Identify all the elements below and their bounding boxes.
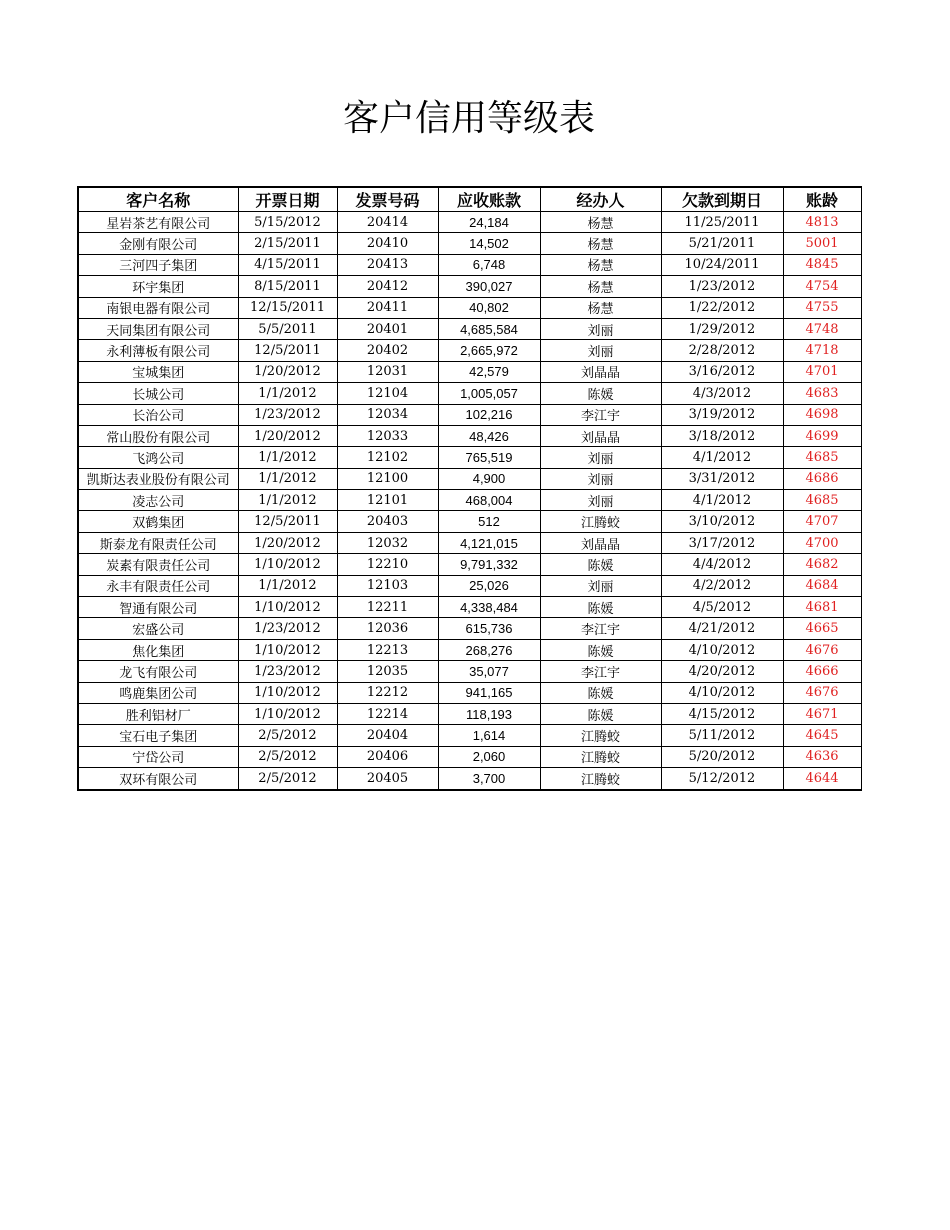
table-row [78, 768, 861, 790]
cell-invoice-date[interactable]: 1/23/2012 [238, 661, 337, 682]
cell-handler[interactable]: 李江宇 [540, 661, 661, 682]
cell-due-date[interactable]: 1/22/2012 [661, 297, 783, 318]
cell-invoice-number[interactable]: 12213 [337, 639, 438, 660]
cell-account-age[interactable]: 5001 [783, 233, 861, 254]
cell-invoice-date[interactable]: 1/10/2012 [238, 703, 337, 724]
table-row [78, 340, 861, 361]
cell-invoice-date[interactable]: 12/15/2011 [238, 297, 337, 318]
cell-handler[interactable]: 刘丽 [540, 468, 661, 489]
cell-handler[interactable]: 杨慧 [540, 233, 661, 254]
cell-due-date[interactable]: 4/10/2012 [661, 682, 783, 703]
cell-receivable[interactable]: 390,027 [438, 276, 540, 297]
cell-invoice-date[interactable]: 1/10/2012 [238, 554, 337, 575]
cell-due-date[interactable]: 3/18/2012 [661, 425, 783, 446]
table-row [78, 661, 861, 682]
cell-customer-name[interactable]: 常山股份有限公司 [78, 425, 238, 446]
table-row [78, 703, 861, 724]
cell-invoice-date[interactable]: 1/1/2012 [238, 468, 337, 489]
cell-invoice-number[interactable]: 12211 [337, 597, 438, 618]
cell-due-date[interactable]: 4/5/2012 [661, 597, 783, 618]
cell-handler[interactable]: 陈媛 [540, 554, 661, 575]
cell-handler[interactable]: 刘丽 [540, 318, 661, 339]
cell-receivable[interactable]: 118,193 [438, 703, 540, 724]
cell-due-date[interactable]: 11/25/2011 [661, 212, 783, 233]
cell-account-age[interactable]: 4683 [783, 383, 861, 404]
header-receivable[interactable]: 应收账款 [438, 187, 540, 212]
cell-customer-name[interactable]: 凌志公司 [78, 490, 238, 511]
cell-account-age[interactable]: 4665 [783, 618, 861, 639]
cell-invoice-number[interactable]: 12100 [337, 468, 438, 489]
cell-handler[interactable]: 刘晶晶 [540, 532, 661, 553]
cell-customer-name[interactable]: 长城公司 [78, 383, 238, 404]
cell-invoice-date[interactable]: 1/20/2012 [238, 425, 337, 446]
table-row [78, 361, 861, 382]
cell-invoice-date[interactable]: 1/10/2012 [238, 639, 337, 660]
table-row [78, 468, 861, 489]
cell-receivable[interactable]: 14,502 [438, 233, 540, 254]
cell-account-age[interactable]: 4684 [783, 575, 861, 596]
cell-handler[interactable]: 李江宇 [540, 404, 661, 425]
cell-receivable[interactable]: 512 [438, 511, 540, 532]
cell-account-age[interactable]: 4701 [783, 361, 861, 382]
cell-customer-name[interactable]: 斯泰龙有限责任公司 [78, 532, 238, 553]
cell-invoice-date[interactable]: 1/1/2012 [238, 383, 337, 404]
cell-account-age[interactable]: 4748 [783, 318, 861, 339]
cell-handler[interactable]: 陈媛 [540, 383, 661, 404]
cell-customer-name[interactable]: 凯斯达表业股份有限公司 [78, 468, 238, 489]
cell-invoice-number[interactable]: 20403 [337, 511, 438, 532]
cell-handler[interactable]: 江腾蛟 [540, 746, 661, 767]
cell-receivable[interactable]: 1,005,057 [438, 383, 540, 404]
cell-due-date[interactable]: 2/28/2012 [661, 340, 783, 361]
cell-due-date[interactable]: 4/2/2012 [661, 575, 783, 596]
cell-invoice-date[interactable]: 12/5/2011 [238, 511, 337, 532]
cell-customer-name[interactable]: 宝石电子集团 [78, 725, 238, 746]
cell-receivable[interactable]: 2,665,972 [438, 340, 540, 361]
cell-handler[interactable]: 刘丽 [540, 340, 661, 361]
cell-due-date[interactable]: 10/24/2011 [661, 254, 783, 275]
cell-customer-name[interactable]: 鸣鹿集团公司 [78, 682, 238, 703]
table-row [78, 447, 861, 468]
cell-invoice-number[interactable]: 12103 [337, 575, 438, 596]
header-row [78, 187, 861, 212]
cell-account-age[interactable]: 4645 [783, 725, 861, 746]
cell-invoice-number[interactable]: 12034 [337, 404, 438, 425]
cell-due-date[interactable]: 3/17/2012 [661, 532, 783, 553]
cell-due-date[interactable]: 5/12/2012 [661, 768, 783, 790]
cell-handler[interactable]: 杨慧 [540, 254, 661, 275]
cell-invoice-number[interactable]: 12212 [337, 682, 438, 703]
table-row [78, 297, 861, 318]
cell-due-date[interactable]: 3/10/2012 [661, 511, 783, 532]
table-row [78, 212, 861, 233]
cell-due-date[interactable]: 5/20/2012 [661, 746, 783, 767]
cell-invoice-number[interactable]: 20412 [337, 276, 438, 297]
cell-handler[interactable]: 李江宇 [540, 618, 661, 639]
cell-invoice-number[interactable]: 20405 [337, 768, 438, 790]
cell-invoice-date[interactable]: 5/5/2011 [238, 318, 337, 339]
cell-due-date[interactable]: 4/1/2012 [661, 447, 783, 468]
cell-due-date[interactable]: 3/19/2012 [661, 404, 783, 425]
cell-receivable[interactable]: 6,748 [438, 254, 540, 275]
cell-handler[interactable]: 陈媛 [540, 703, 661, 724]
cell-handler[interactable]: 刘丽 [540, 447, 661, 468]
header-invoice-number[interactable]: 发票号码 [337, 187, 438, 212]
page-title: 客户信用等级表 [342, 98, 595, 139]
cell-invoice-number[interactable]: 20402 [337, 340, 438, 361]
cell-due-date[interactable]: 4/21/2012 [661, 618, 783, 639]
cell-receivable[interactable]: 42,579 [438, 361, 540, 382]
cell-invoice-date[interactable]: 1/20/2012 [238, 361, 337, 382]
cell-account-age[interactable]: 4682 [783, 554, 861, 575]
cell-handler[interactable]: 陈媛 [540, 639, 661, 660]
table-row [78, 554, 861, 575]
cell-handler[interactable]: 江腾蛟 [540, 768, 661, 790]
cell-account-age[interactable]: 4754 [783, 276, 861, 297]
cell-invoice-number[interactable]: 20401 [337, 318, 438, 339]
cell-invoice-date[interactable]: 8/15/2011 [238, 276, 337, 297]
cell-invoice-date[interactable]: 1/23/2012 [238, 404, 337, 425]
cell-invoice-number[interactable]: 12035 [337, 661, 438, 682]
cell-account-age[interactable]: 4666 [783, 661, 861, 682]
cell-invoice-date[interactable]: 2/5/2012 [238, 725, 337, 746]
cell-invoice-date[interactable]: 1/1/2012 [238, 575, 337, 596]
cell-receivable[interactable]: 268,276 [438, 639, 540, 660]
cell-customer-name[interactable]: 胜利铝材厂 [78, 703, 238, 724]
cell-customer-name[interactable]: 宏盛公司 [78, 618, 238, 639]
cell-receivable[interactable]: 2,060 [438, 746, 540, 767]
cell-due-date[interactable]: 4/3/2012 [661, 383, 783, 404]
cell-handler[interactable]: 陈媛 [540, 682, 661, 703]
cell-due-date[interactable]: 4/4/2012 [661, 554, 783, 575]
cell-due-date[interactable]: 3/16/2012 [661, 361, 783, 382]
cell-handler[interactable]: 刘丽 [540, 490, 661, 511]
cell-receivable[interactable]: 4,121,015 [438, 532, 540, 553]
cell-handler[interactable]: 刘晶晶 [540, 425, 661, 446]
table-row [78, 597, 861, 618]
cell-receivable[interactable]: 4,338,484 [438, 597, 540, 618]
cell-receivable[interactable]: 615,736 [438, 618, 540, 639]
table-row [78, 425, 861, 446]
cell-receivable[interactable]: 35,077 [438, 661, 540, 682]
cell-account-age[interactable]: 4755 [783, 297, 861, 318]
cell-customer-name[interactable]: 智通有限公司 [78, 597, 238, 618]
table-row [78, 682, 861, 703]
cell-handler[interactable]: 杨慧 [540, 297, 661, 318]
cell-handler[interactable]: 刘晶晶 [540, 361, 661, 382]
cell-invoice-number[interactable]: 12104 [337, 383, 438, 404]
cell-receivable[interactable]: 4,900 [438, 468, 540, 489]
table-row [78, 618, 861, 639]
cell-customer-name[interactable]: 环宇集团 [78, 276, 238, 297]
cell-receivable[interactable]: 765,519 [438, 447, 540, 468]
cell-due-date[interactable]: 1/23/2012 [661, 276, 783, 297]
cell-customer-name[interactable]: 南银电器有限公司 [78, 297, 238, 318]
cell-due-date[interactable]: 3/31/2012 [661, 468, 783, 489]
cell-due-date[interactable]: 5/21/2011 [661, 233, 783, 254]
cell-invoice-date[interactable]: 5/15/2012 [238, 212, 337, 233]
cell-account-age[interactable]: 4707 [783, 511, 861, 532]
cell-due-date[interactable]: 1/29/2012 [661, 318, 783, 339]
table-row [78, 490, 861, 511]
cell-invoice-number[interactable]: 20410 [337, 233, 438, 254]
cell-receivable[interactable]: 48,426 [438, 425, 540, 446]
cell-account-age[interactable]: 4685 [783, 490, 861, 511]
cell-invoice-date[interactable]: 2/5/2012 [238, 746, 337, 767]
cell-invoice-number[interactable]: 12036 [337, 618, 438, 639]
cell-account-age[interactable]: 4671 [783, 703, 861, 724]
cell-invoice-number[interactable]: 12101 [337, 490, 438, 511]
cell-due-date[interactable]: 5/11/2012 [661, 725, 783, 746]
table-row [78, 404, 861, 425]
cell-invoice-number[interactable]: 12032 [337, 532, 438, 553]
cell-due-date[interactable]: 4/10/2012 [661, 639, 783, 660]
cell-invoice-date[interactable]: 12/5/2011 [238, 340, 337, 361]
table-header [78, 187, 861, 212]
table-row [78, 511, 861, 532]
table-row [78, 233, 861, 254]
cell-customer-name[interactable]: 龙飞有限公司 [78, 661, 238, 682]
cell-customer-name[interactable]: 双环有限公司 [78, 768, 238, 790]
table-row [78, 639, 861, 660]
cell-customer-name[interactable]: 焦化集团 [78, 639, 238, 660]
cell-invoice-date[interactable]: 2/15/2011 [238, 233, 337, 254]
cell-account-age[interactable]: 4698 [783, 404, 861, 425]
cell-invoice-date[interactable]: 1/1/2012 [238, 447, 337, 468]
cell-customer-name[interactable]: 星岩茶艺有限公司 [78, 212, 238, 233]
cell-customer-name[interactable]: 天同集团有限公司 [78, 318, 238, 339]
cell-invoice-number[interactable]: 12214 [337, 703, 438, 724]
cell-invoice-date[interactable]: 1/20/2012 [238, 532, 337, 553]
cell-receivable[interactable]: 102,216 [438, 404, 540, 425]
table-row [78, 532, 861, 553]
cell-customer-name[interactable]: 长治公司 [78, 404, 238, 425]
cell-invoice-number[interactable]: 20404 [337, 725, 438, 746]
header-handler[interactable]: 经办人 [540, 187, 661, 212]
table-row [78, 746, 861, 767]
cell-account-age[interactable]: 4686 [783, 468, 861, 489]
cell-invoice-number[interactable]: 20411 [337, 297, 438, 318]
cell-receivable[interactable]: 4,685,584 [438, 318, 540, 339]
cell-invoice-date[interactable]: 1/10/2012 [238, 682, 337, 703]
cell-invoice-date[interactable]: 1/10/2012 [238, 597, 337, 618]
cell-account-age[interactable]: 4681 [783, 597, 861, 618]
table-row [78, 575, 861, 596]
cell-receivable[interactable]: 9,791,332 [438, 554, 540, 575]
table-row [78, 383, 861, 404]
cell-receivable[interactable]: 3,700 [438, 768, 540, 790]
cell-customer-name[interactable]: 飞鸿公司 [78, 447, 238, 468]
cell-account-age[interactable]: 4644 [783, 768, 861, 790]
cell-due-date[interactable]: 4/20/2012 [661, 661, 783, 682]
header-account-age[interactable]: 账龄 [783, 187, 861, 212]
cell-customer-name[interactable]: 金刚有限公司 [78, 233, 238, 254]
cell-account-age[interactable]: 4718 [783, 340, 861, 361]
cell-handler[interactable]: 杨慧 [540, 276, 661, 297]
cell-customer-name[interactable]: 炭素有限责任公司 [78, 554, 238, 575]
cell-customer-name[interactable]: 三河四子集团 [78, 254, 238, 275]
cell-account-age[interactable]: 4700 [783, 532, 861, 553]
cell-customer-name[interactable]: 永丰有限责任公司 [78, 575, 238, 596]
cell-account-age[interactable]: 4813 [783, 212, 861, 233]
cell-invoice-date[interactable]: 1/23/2012 [238, 618, 337, 639]
table-row [78, 725, 861, 746]
cell-handler[interactable]: 江腾蛟 [540, 725, 661, 746]
header-due-date[interactable]: 欠款到期日 [661, 187, 783, 212]
cell-account-age[interactable]: 4636 [783, 746, 861, 767]
cell-invoice-number[interactable]: 12033 [337, 425, 438, 446]
cell-invoice-number[interactable]: 12210 [337, 554, 438, 575]
cell-receivable[interactable]: 941,165 [438, 682, 540, 703]
cell-handler[interactable]: 江腾蛟 [540, 511, 661, 532]
cell-invoice-number[interactable]: 20406 [337, 746, 438, 767]
table-body [78, 212, 861, 790]
cell-customer-name[interactable]: 宝城集团 [78, 361, 238, 382]
cell-handler[interactable]: 杨慧 [540, 212, 661, 233]
cell-receivable[interactable]: 468,004 [438, 490, 540, 511]
cell-due-date[interactable]: 4/15/2012 [661, 703, 783, 724]
cell-receivable[interactable]: 25,026 [438, 575, 540, 596]
cell-invoice-number[interactable]: 12102 [337, 447, 438, 468]
cell-due-date[interactable]: 4/1/2012 [661, 490, 783, 511]
cell-handler[interactable]: 刘丽 [540, 575, 661, 596]
table-row [78, 276, 861, 297]
cell-account-age[interactable]: 4676 [783, 639, 861, 660]
cell-invoice-date[interactable]: 2/5/2012 [238, 768, 337, 790]
cell-account-age[interactable]: 4699 [783, 425, 861, 446]
table-row [78, 254, 861, 275]
cell-account-age[interactable]: 4845 [783, 254, 861, 275]
header-invoice-date[interactable]: 开票日期 [238, 187, 337, 212]
cell-customer-name[interactable]: 永利薄板有限公司 [78, 340, 238, 361]
cell-invoice-date[interactable]: 4/15/2011 [238, 254, 337, 275]
cell-invoice-number[interactable]: 20413 [337, 254, 438, 275]
cell-receivable[interactable]: 1,614 [438, 725, 540, 746]
cell-invoice-number[interactable]: 12031 [337, 361, 438, 382]
cell-handler[interactable]: 陈媛 [540, 597, 661, 618]
header-customer-name[interactable]: 客户名称 [78, 187, 238, 212]
table-row [78, 318, 861, 339]
cell-invoice-number[interactable]: 20414 [337, 212, 438, 233]
cell-customer-name[interactable]: 宁岱公司 [78, 746, 238, 767]
cell-account-age[interactable]: 4676 [783, 682, 861, 703]
credit-table [77, 186, 862, 791]
cell-receivable[interactable]: 24,184 [438, 212, 540, 233]
cell-invoice-date[interactable]: 1/1/2012 [238, 490, 337, 511]
cell-customer-name[interactable]: 双鹤集团 [78, 511, 238, 532]
cell-receivable[interactable]: 40,802 [438, 297, 540, 318]
cell-account-age[interactable]: 4685 [783, 447, 861, 468]
